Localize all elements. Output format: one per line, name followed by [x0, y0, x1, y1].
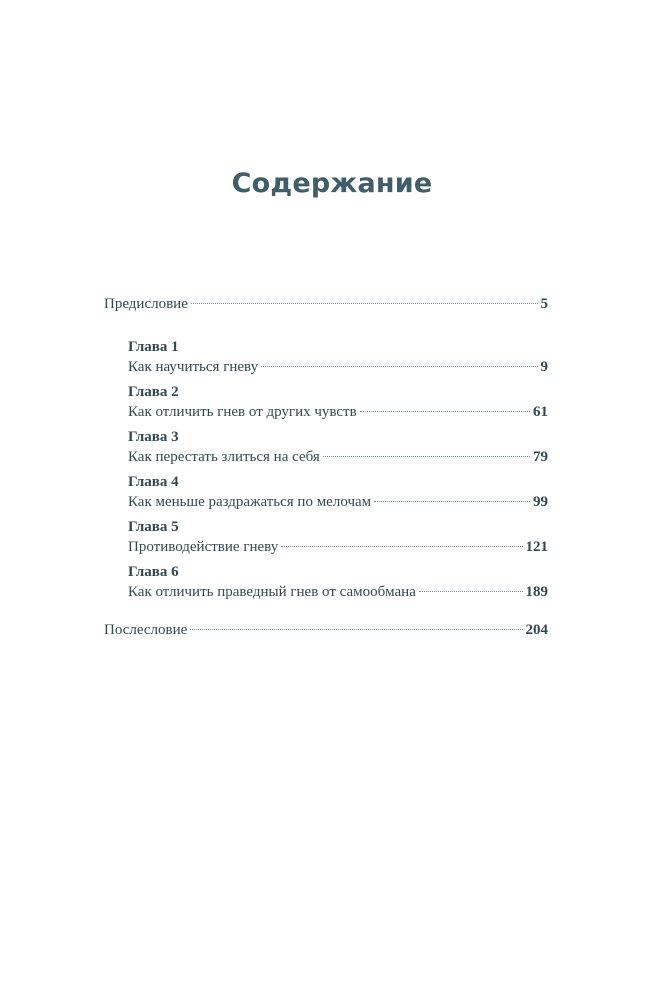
- toc-entry: [128, 402, 548, 422]
- toc-entry: [128, 357, 548, 377]
- toc-entry-page: 9: [540, 359, 548, 375]
- toc-entry-label: Как перестать злиться на себя: [128, 449, 320, 465]
- chapter-heading: Глава 4: [128, 474, 179, 490]
- dot-leader: [419, 591, 523, 592]
- dot-leader: [190, 629, 522, 630]
- toc-chapter-1[interactable]: [128, 332, 548, 377]
- toc-entry-label: Предисловие: [104, 296, 188, 312]
- toc-entry-label: Послесловие: [104, 622, 188, 638]
- chapter-heading: Глава 3: [128, 429, 179, 445]
- chapter-heading: Глава 2: [128, 384, 179, 400]
- toc-chapter-2[interactable]: [128, 377, 548, 422]
- toc-chapter-3[interactable]: [128, 422, 548, 467]
- toc-entry: [128, 537, 548, 557]
- dot-leader: [360, 411, 530, 412]
- toc-entry: [128, 447, 548, 467]
- chapter-heading: Глава 5: [128, 519, 179, 535]
- chapter-heading: Глава 1: [128, 339, 179, 355]
- page-title: Содержание: [231, 168, 433, 199]
- toc-entry: [128, 492, 548, 512]
- dot-leader: [281, 546, 522, 547]
- toc-entry-label: Как научиться гневу: [128, 359, 259, 375]
- toc-entry-label: Как отличить праведный гнев от самообмана: [128, 584, 416, 600]
- toc-entry-page: 189: [525, 584, 548, 600]
- toc-entry-label: Противодействие гневу: [128, 539, 279, 555]
- toc-entry-page: 121: [525, 539, 548, 555]
- toc-entry: [128, 582, 548, 602]
- toc-chapter-4[interactable]: [128, 467, 548, 512]
- dot-leader: [261, 366, 537, 367]
- toc-entry-page: 99: [533, 494, 548, 510]
- toc-entry-preface[interactable]: [104, 294, 548, 314]
- dot-leader: [374, 501, 530, 502]
- toc-entry-page: 5: [540, 296, 548, 312]
- toc-entry-label: Как отличить гнев от других чувств: [128, 404, 357, 420]
- toc-entry-page: 61: [533, 404, 548, 420]
- toc-chapter-6[interactable]: [128, 557, 548, 602]
- table-of-contents: [104, 294, 548, 640]
- toc-entry-afterword[interactable]: [104, 620, 548, 640]
- chapter-heading: Глава 6: [128, 564, 179, 580]
- toc-entry-page: 204: [525, 622, 548, 638]
- dot-leader: [323, 456, 530, 457]
- dot-leader: [191, 303, 538, 304]
- toc-entry-page: 79: [533, 449, 548, 465]
- toc-chapter-5[interactable]: [128, 512, 548, 557]
- toc-entry-label: Как меньше раздражаться по мелочам: [128, 494, 372, 510]
